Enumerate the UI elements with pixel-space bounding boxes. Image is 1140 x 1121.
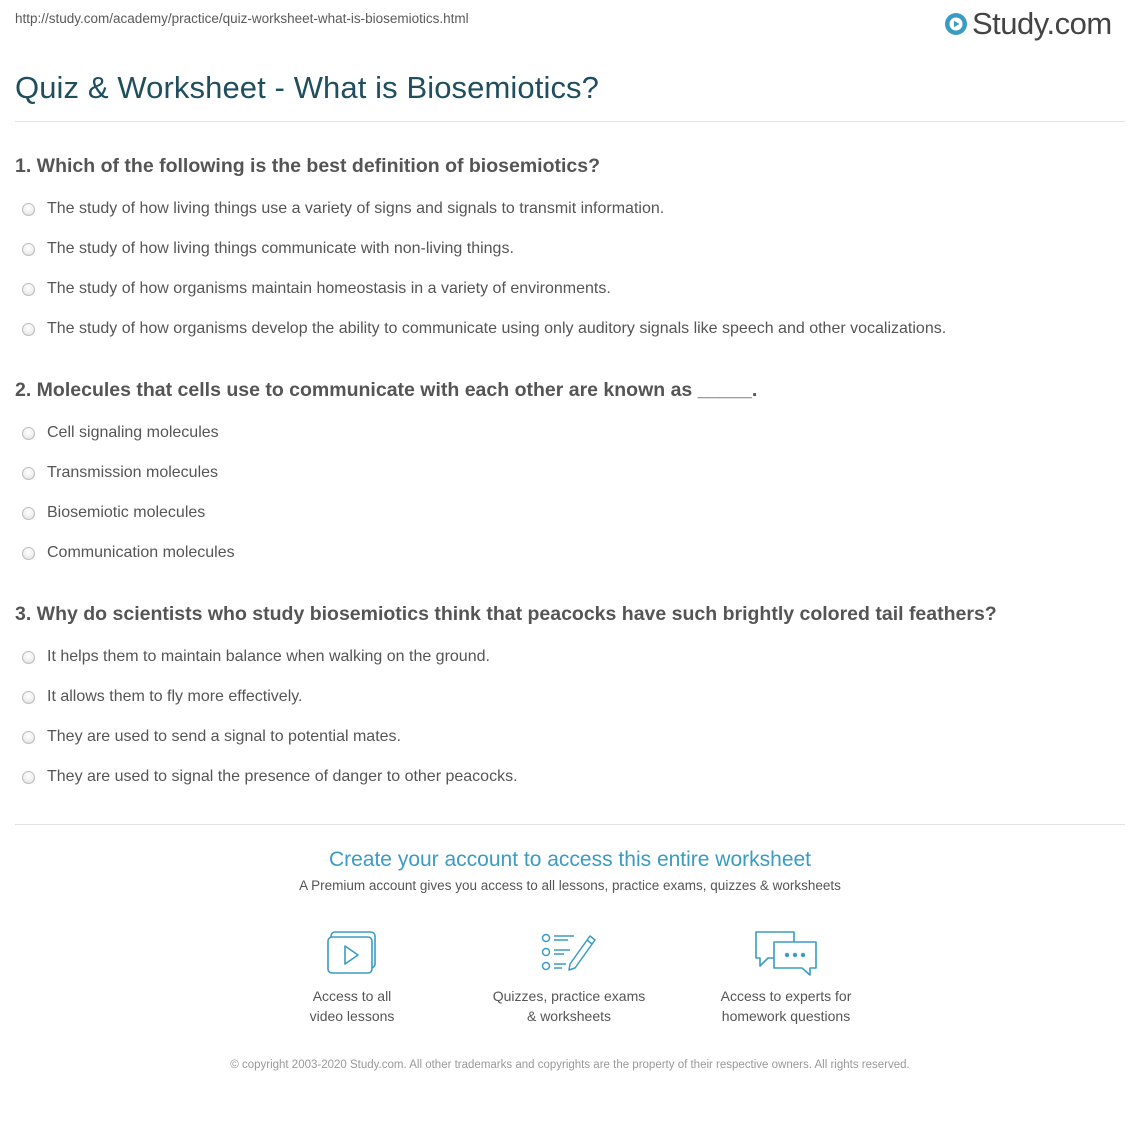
feature-experts xyxy=(686,930,886,1026)
radio-button[interactable] xyxy=(22,507,35,520)
answer-option[interactable] xyxy=(22,318,946,340)
answer-option[interactable] xyxy=(22,766,518,788)
title-divider xyxy=(15,121,1125,122)
cta-divider xyxy=(15,824,1125,825)
question-2: 2. Molecules that cells use to communicate with each other are known as _____. xyxy=(15,379,758,401)
radio-button[interactable] xyxy=(22,731,35,744)
chat-bubbles-icon xyxy=(754,930,818,976)
study-logo[interactable] xyxy=(944,4,1112,44)
answer-option[interactable] xyxy=(22,462,218,484)
page-url: http://study.com/academy/practice/quiz-worksheet-what-is-biosemiotics.html xyxy=(15,11,469,26)
feature-quizzes xyxy=(469,930,669,1026)
answer-label: It helps them to maintain balance when walking on the ground. xyxy=(47,648,490,665)
question-1: 1. Which of the following is the best definition of biosemiotics? xyxy=(15,155,600,177)
answer-label: They are used to send a signal to potential mates. xyxy=(47,728,401,745)
answer-label: The study of how living things use a variety of signs and signals to transmit information. xyxy=(47,200,665,217)
feature-label: & worksheets xyxy=(526,1008,612,1024)
radio-button[interactable] xyxy=(22,427,35,440)
answer-label: The study of how organisms maintain homeostasis in a variety of environments. xyxy=(47,280,611,297)
radio-button[interactable] xyxy=(22,547,35,560)
logo-text: Study.com xyxy=(972,6,1112,41)
answer-option[interactable] xyxy=(22,726,401,748)
answer-label: Cell signaling molecules xyxy=(47,424,219,441)
answer-label: It allows them to fly more effectively. xyxy=(47,688,303,705)
radio-button[interactable] xyxy=(22,283,35,296)
answer-label: Transmission molecules xyxy=(47,464,219,481)
feature-label: Access to all xyxy=(312,988,392,1004)
create-account-link[interactable]: Create your account to access this entire worksheet xyxy=(328,848,812,871)
checklist-icon xyxy=(540,930,598,976)
radio-button[interactable] xyxy=(22,691,35,704)
radio-button[interactable] xyxy=(22,651,35,664)
answer-option[interactable] xyxy=(22,238,514,260)
video-player-icon xyxy=(326,930,378,976)
answer-label: The study of how organisms develop the ability to communicate using only auditory signals like speech and other vocalizations. xyxy=(47,320,947,337)
radio-button[interactable] xyxy=(22,243,35,256)
premium-description: A Premium account gives you access to all lessons, practice exams, quizzes & worksheets xyxy=(299,878,841,893)
feature-video-lessons xyxy=(252,930,452,1026)
radio-button[interactable] xyxy=(22,203,35,216)
answer-option[interactable] xyxy=(22,646,490,668)
answer-option[interactable] xyxy=(22,502,205,524)
answer-option[interactable] xyxy=(22,542,235,564)
answer-option[interactable] xyxy=(22,198,664,220)
feature-label: Access to experts for xyxy=(720,988,852,1004)
answer-label: The study of how living things communicate with non-living things. xyxy=(47,240,514,257)
answer-label: They are used to signal the presence of danger to other peacocks. xyxy=(47,768,518,785)
answer-option[interactable] xyxy=(22,278,611,300)
answer-label: Biosemiotic molecules xyxy=(47,504,206,521)
page-title: Quiz & Worksheet - What is Biosemiotics? xyxy=(15,70,599,105)
answer-option[interactable] xyxy=(22,422,219,444)
feature-label: homework questions xyxy=(721,1008,851,1024)
question-3: 3. Why do scientists who study biosemiotics think that peacocks have such brightly colored tail feathers? xyxy=(15,603,997,625)
radio-button[interactable] xyxy=(22,467,35,480)
radio-button[interactable] xyxy=(22,771,35,784)
radio-button[interactable] xyxy=(22,323,35,336)
feature-label: video lessons xyxy=(309,1008,395,1024)
copyright-notice: © copyright 2003-2020 Study.com. All other trademarks and copyrights are the property of their respective owners. All rights reserved. xyxy=(230,1059,910,1071)
play-circle-logo-icon xyxy=(944,12,968,36)
feature-label: Quizzes, practice exams xyxy=(492,988,646,1004)
answer-label: Communication molecules xyxy=(47,544,235,561)
answer-option[interactable] xyxy=(22,686,303,708)
